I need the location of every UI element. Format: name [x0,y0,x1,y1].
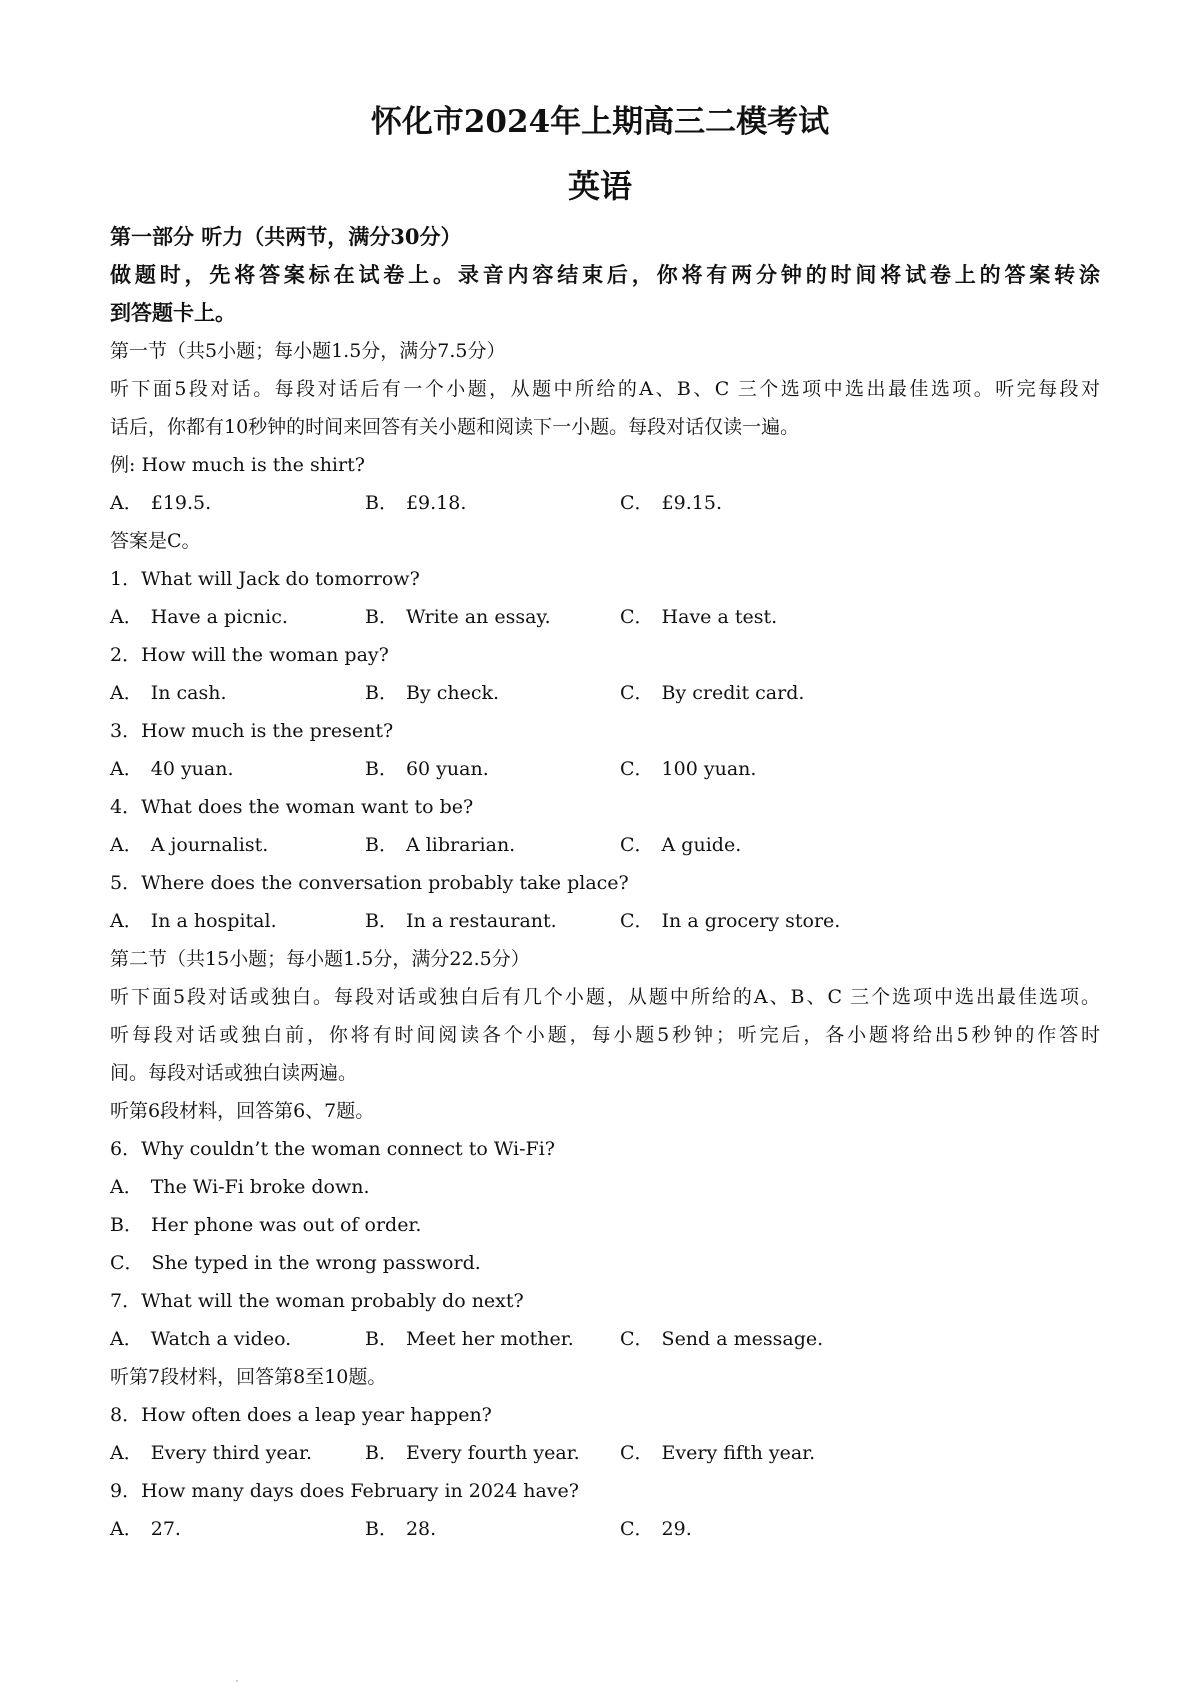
option-letter: B． [110,1214,143,1236]
question-6-option-b [110,1206,1100,1244]
question-3-options [110,750,1100,788]
option-letter: B． [365,606,398,628]
option-text: Have a test. [661,606,778,628]
option-b [365,750,489,788]
option-a [110,1320,291,1358]
option-letter: C． [620,834,654,856]
option-letter: A． [110,1176,143,1198]
option-c [620,598,777,636]
question-6-option-a [110,1168,1100,1206]
option-text: 100 yuan. [661,758,757,780]
section2-instruction [110,978,1100,1092]
option-text: Meet her mother. [405,1328,574,1350]
option-c [620,1510,692,1548]
option-text: £9.15. [661,492,722,514]
option-letter: A． [110,758,143,780]
question-5: 5．Where does the conversation probably take place? [110,872,629,894]
option-text: In a grocery store. [661,910,841,932]
option-letter: B． [365,682,398,704]
option-text: 29. [661,1518,692,1540]
option-c [620,1434,815,1472]
option-letter: B． [365,758,398,780]
option-b [365,598,551,636]
part1-heading: 第一部分 听力（共两节，满分30分） [110,224,462,249]
option-letter: C． [620,1518,654,1540]
option-letter: B． [365,1518,398,1540]
section2-heading: 第二节（共15小题；每小题1.5分，满分22.5分） [110,948,530,970]
option-text: Write an essay. [405,606,551,628]
option-a [110,674,227,712]
question-4-options [110,826,1100,864]
option-b [365,484,466,522]
section2-instruction-line: 听下面5段对话或独白。每段对话或独白后有几个小题，从题中所给的A、B、C 三个选项中选出最佳选项。 [110,986,1100,1008]
option-letter: C． [620,492,654,514]
option-letter: B． [365,492,398,514]
option-text: A guide. [661,834,742,856]
example-question: 例: How much is the shirt? [110,454,365,476]
option-letter: B． [365,910,398,932]
option-b [365,902,557,940]
option-text: Send a message. [661,1328,824,1350]
subject-title: 英语 [567,167,632,205]
option-text: The Wi-Fi broke down. [150,1176,370,1198]
section2-instruction-line: 间。每段对话或独白读两遍。 [110,1062,358,1084]
option-letter: C． [620,1328,654,1350]
part1-instruction-line: 做题时，先将答案标在试卷上。录音内容结束后，你将有两分钟的时间将试卷上的答案转涂 [110,262,1100,287]
option-letter: C． [620,1442,654,1464]
example-options [110,484,1100,522]
section1-instruction-line: 听下面5段对话。每段对话后有一个小题，从题中所给的A、B、C 三个选项中选出最佳选项。听完每段对 [110,378,1100,400]
option-text: Have a picnic. [150,606,288,628]
question-2-options [110,674,1100,712]
option-c [620,826,741,864]
question-8: 8．How often does a leap year happen? [110,1404,492,1426]
option-letter: C． [110,1252,144,1274]
example-answer: 答案是C。 [110,530,201,552]
question-6-option-c [110,1244,1100,1282]
option-text: Every fourth year. [405,1442,580,1464]
option-b [365,1510,436,1548]
question-7-options [110,1320,1100,1358]
option-text: 60 yuan. [405,758,489,780]
question-2: 2．How will the woman pay? [110,644,389,666]
question-9-options [110,1510,1100,1548]
option-a [110,598,288,636]
option-letter: A． [110,1518,143,1540]
option-c [620,902,840,940]
option-letter: C． [620,606,654,628]
question-9: 9．How many days does February in 2024 have? [110,1480,579,1502]
option-text: A librarian. [405,834,516,856]
option-text: 40 yuan. [150,758,234,780]
section2-instruction-line: 听每段对话或独白前，你将有时间阅读各个小题，每小题5秒钟；听完后，各小题将给出5秒钟的作答时 [110,1024,1100,1046]
option-text: In a hospital. [150,910,277,932]
option-a [110,484,211,522]
option-letter: A． [110,910,143,932]
option-b [365,674,499,712]
option-b [365,1434,580,1472]
option-a [110,750,234,788]
section1-heading: 第一节（共5小题；每小题1.5分，满分7.5分） [110,340,506,362]
question-8-options [110,1434,1100,1472]
option-text: She typed in the wrong password. [151,1252,481,1274]
exam-title: 怀化市2024年上期高三二模考试 [370,104,830,140]
part1-instruction [110,256,1100,332]
material-7-note: 听第7段材料，回答第8至10题。 [110,1366,387,1388]
option-text: 27. [150,1518,181,1540]
option-a [110,826,268,864]
option-a [110,1434,312,1472]
option-a [110,902,277,940]
option-c [620,1320,823,1358]
option-letter: A． [110,682,143,704]
option-text: Her phone was out of order. [150,1214,422,1236]
option-letter: A． [110,1442,143,1464]
question-1-options [110,598,1100,636]
option-c [620,674,804,712]
option-text: £19.5. [150,492,212,514]
option-c [620,750,756,788]
option-b [365,826,515,864]
section1-instruction [110,370,1100,446]
option-text: By check. [405,682,500,704]
option-text: 28. [405,1518,437,1540]
option-a [110,1510,181,1548]
option-text: In cash. [150,682,227,704]
option-text: A journalist. [150,834,269,856]
option-text: By credit card. [661,682,805,704]
option-c [620,484,722,522]
option-letter: B． [365,1442,398,1464]
option-letter: B． [365,834,398,856]
option-text: Every third year. [150,1442,313,1464]
option-letter: A． [110,492,143,514]
option-text: Watch a video. [150,1328,292,1350]
option-b [365,1320,574,1358]
scan-speck [236,1680,238,1682]
option-letter: C． [620,682,654,704]
option-letter: C． [620,910,654,932]
option-letter: A． [110,834,143,856]
material-6-note: 听第6段材料，回答第6、7题。 [110,1100,375,1122]
question-7: 7．What will the woman probably do next? [110,1290,524,1312]
option-letter: C． [620,758,654,780]
question-4: 4．What does the woman want to be? [110,796,474,818]
option-text: In a restaurant. [405,910,557,932]
option-text: Every fifth year. [661,1442,816,1464]
option-letter: A． [110,1328,143,1350]
question-6: 6．Why couldn’t the woman connect to Wi-Fi? [110,1138,555,1160]
section1-instruction-line: 话后，你都有10秒钟的时间来回答有关小题和阅读下一小题。每段对话仅读一遍。 [110,416,800,438]
option-letter: B． [365,1328,398,1350]
exam-content [110,218,1100,1548]
question-5-options [110,902,1100,940]
question-1: 1．What will Jack do tomorrow? [110,568,420,590]
option-letter: A． [110,606,143,628]
part1-instruction-line: 到答题卡上。 [110,300,236,325]
option-text: £9.18. [405,492,467,514]
question-3: 3．How much is the present? [110,720,394,742]
